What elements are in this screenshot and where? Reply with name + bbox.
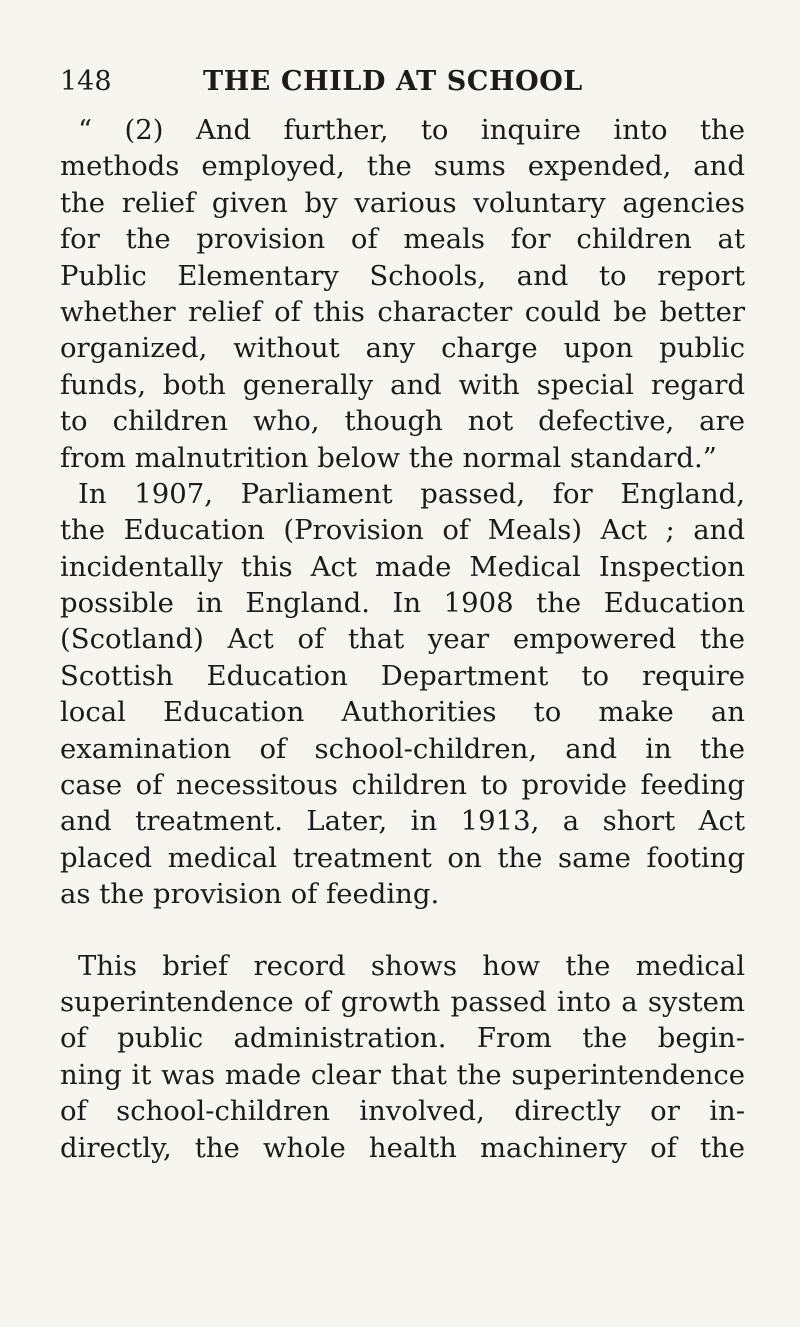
running-head xyxy=(60,62,740,102)
text-line: the relief given by various voluntary agencies xyxy=(60,186,745,219)
text-line: examination of school-children, and in the xyxy=(60,732,745,765)
text-line: to children who, though not defective, are xyxy=(60,405,745,438)
text-line: and treatment. Later, in 1913, a short Act xyxy=(60,805,745,838)
text-line: methods employed, the sums expended, and xyxy=(60,150,745,183)
text-line: from malnutrition below the normal standard.” xyxy=(60,441,717,474)
text-line: Scottish Education Department to require xyxy=(60,659,745,692)
text-line: Public Elementary Schools, and to report xyxy=(60,259,745,292)
text-line: for the provision of meals for children at xyxy=(60,223,745,256)
text-line: incidentally this Act made Medical Inspection xyxy=(60,550,745,583)
text-line: possible in England. In 1908 the Education xyxy=(60,587,745,620)
text-line: “ (2) And further, to inquire into the xyxy=(78,114,745,146)
text-line: superintendence of growth passed into a system xyxy=(60,985,745,1018)
text-line: local Education Authorities to make an xyxy=(60,696,745,729)
body-text xyxy=(60,112,745,1166)
text-line: case of necessitous children to provide feeding xyxy=(60,769,745,802)
paragraph-spacer xyxy=(60,913,745,948)
text-line: In 1907, Parliament passed, for England, xyxy=(78,477,745,510)
text-line: of school-children involved, directly or in- xyxy=(60,1095,745,1128)
paragraph-quote xyxy=(60,112,745,476)
text-line: ning it was made clear that the superintendence xyxy=(60,1058,745,1091)
text-line: as the provision of feeding. xyxy=(60,878,440,911)
paragraph-legislation xyxy=(60,476,745,913)
text-line: the Education (Provision of Meals) Act ; and xyxy=(60,514,745,547)
text-line: whether relief of this character could be better xyxy=(60,295,745,328)
text-line: of public administration. From the begin- xyxy=(60,1022,745,1055)
text-line: directly, the whole health machinery of the xyxy=(60,1131,745,1164)
running-title: THE CHILD AT SCHOOL xyxy=(203,66,583,97)
text-line: organized, without any charge upon public xyxy=(60,332,745,365)
paragraph-summary xyxy=(60,948,745,1166)
text-line: funds, both generally and with special regard xyxy=(60,368,745,401)
text-line: (Scotland) Act of that year empowered the xyxy=(60,623,745,656)
text-line: placed medical treatment on the same footing xyxy=(60,841,745,874)
text-line: This brief record shows how the medical xyxy=(78,949,745,982)
page-number: 148 xyxy=(60,66,112,97)
